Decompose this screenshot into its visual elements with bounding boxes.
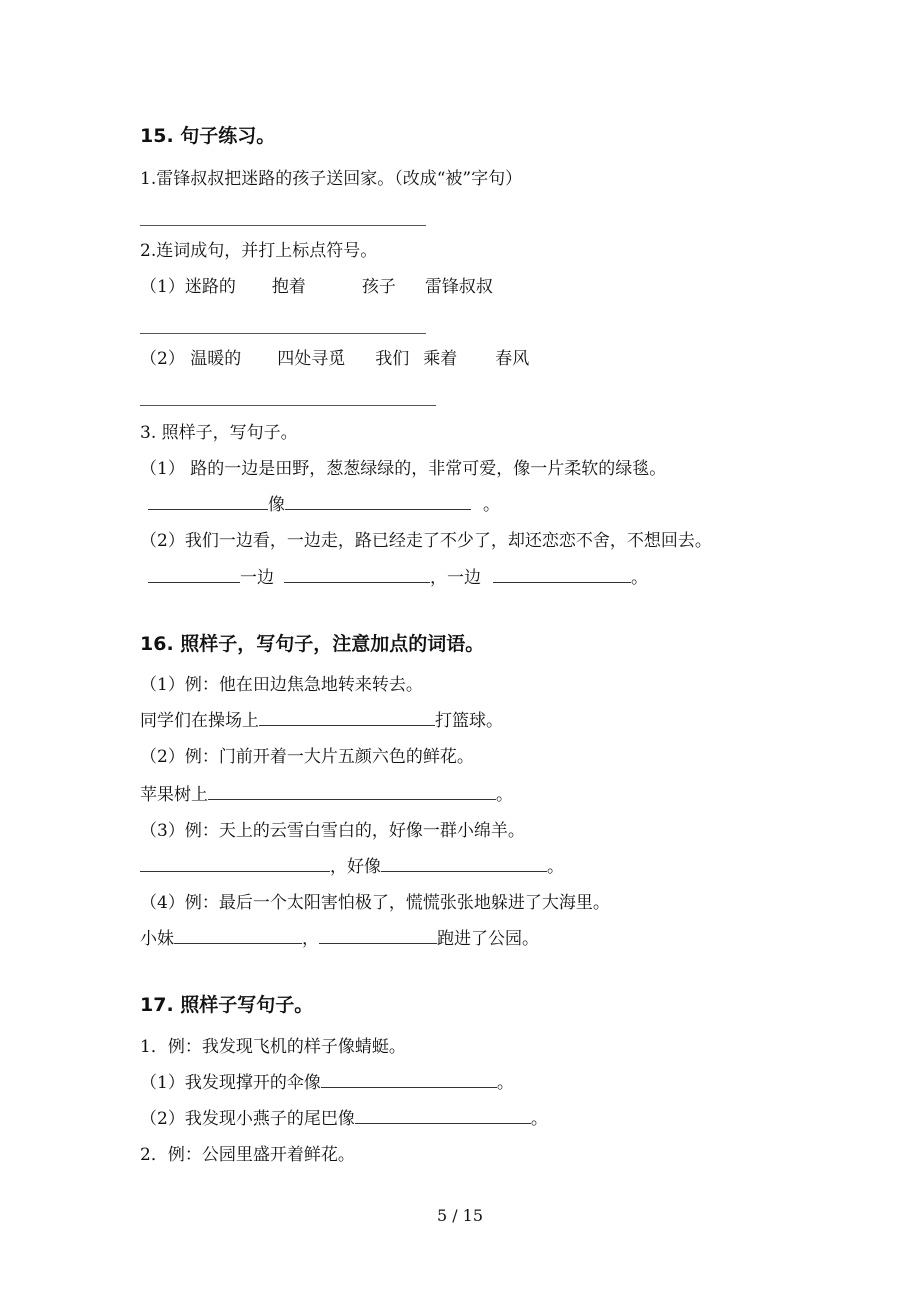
blank[interactable]: [381, 855, 547, 872]
word: 四处寻觅: [277, 349, 346, 369]
answer-line[interactable]: [140, 225, 426, 226]
word: 雷锋叔叔: [424, 277, 493, 297]
q15-ex1-fill: 像 。: [148, 493, 500, 517]
blank[interactable]: [148, 566, 240, 583]
q16-example-4: （4）例：最后一个太阳害怕极了，慌慌张张地躲进了大海里。: [140, 893, 610, 913]
blank[interactable]: [148, 493, 268, 510]
word: 春风: [495, 349, 530, 369]
blank[interactable]: [174, 927, 302, 944]
q15-ex1: （1） 路的一边是田野，葱葱绿绿的，非常可爱，像一片柔软的绿毯。: [140, 459, 667, 479]
blank[interactable]: [321, 1071, 497, 1088]
q17-example-1: 1．例：我发现飞机的样子像蜻蜓。: [140, 1037, 406, 1057]
word: 我们: [375, 349, 410, 369]
q15-title: 15. 句子练习。: [140, 125, 276, 147]
blank[interactable]: [319, 927, 437, 944]
q16-example-3: （3）例：天上的云雪白雪白的，好像一群小绵羊。: [140, 821, 525, 841]
q17-sentence-1: （1）我发现撑开的伞像 。: [140, 1073, 514, 1093]
q16-example-2: （2）例：门前开着一大片五颜六色的鲜花。: [140, 747, 474, 767]
answer-line[interactable]: [140, 405, 436, 406]
q15-item1: 1.雷锋叔叔把迷路的孩子送回家。（改成“被”字句）: [140, 169, 523, 189]
blank[interactable]: [285, 493, 471, 510]
q17-sentence-2: （2）我发现小燕子的尾巴像 。: [140, 1109, 548, 1129]
q16-fill-1: 同学们在操场上 打篮球。: [140, 711, 503, 731]
q16-fill-4: 小妹 ， 跑进了公园。: [140, 929, 539, 949]
q16-title: 16. 照样子，写句子，注意加点的词语。: [140, 633, 485, 655]
q15-ex2: （2）我们一边看，一边走，路已经走了不少了，却还恋恋不舍，不想回去。: [140, 531, 712, 551]
q16-example-1: （1）例：他在田边焦急地转来转去。: [140, 675, 423, 695]
blank[interactable]: [355, 1107, 531, 1124]
blank[interactable]: [493, 566, 631, 583]
page-number: 5 / 15: [436, 1206, 484, 1225]
q17-title: 17. 照样子写句子。: [140, 994, 314, 1016]
blank[interactable]: [208, 783, 496, 800]
q15-item3: 3. 照样子，写句子。: [140, 423, 298, 443]
q16-fill-2: 苹果树上 。: [140, 785, 513, 805]
word: 抱着: [271, 277, 306, 297]
q17-example-2: 2．例：公园里盛开着鲜花。: [140, 1145, 355, 1165]
q15-ex2-fill: 一边 ，一边 。: [148, 566, 648, 590]
q15-sub1: [140, 275, 493, 299]
blank[interactable]: [259, 709, 435, 726]
word: （2） 温暖的: [140, 349, 242, 369]
q15-item2: 2.连词成句，并打上标点符号。: [140, 241, 378, 261]
q16-fill-3: ，好像 。: [140, 855, 564, 879]
answer-line[interactable]: [140, 333, 426, 334]
blank[interactable]: [140, 855, 330, 872]
word: 孩子: [361, 277, 396, 297]
word: （1）迷路的: [140, 277, 236, 297]
word: 乘着: [423, 349, 458, 369]
blank[interactable]: [284, 566, 430, 583]
q15-sub2: [140, 347, 529, 371]
